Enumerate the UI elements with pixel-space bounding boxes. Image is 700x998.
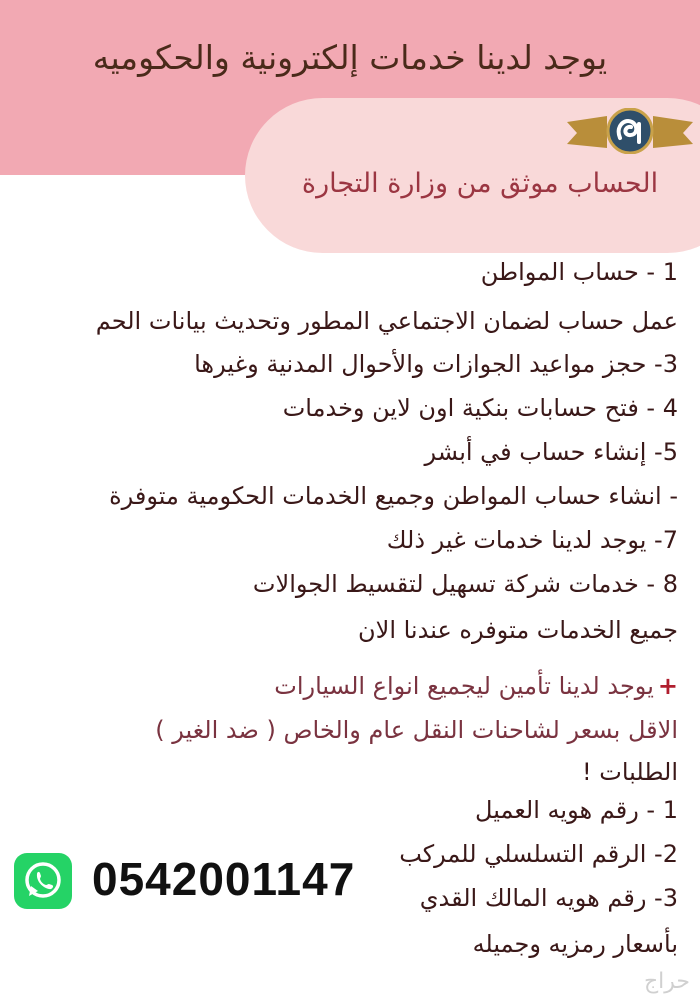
header-title: يوجد لدينا خدمات إلكترونية والحكوميه (92, 38, 608, 77)
requirements-title: الطلبات ! (581, 758, 678, 786)
service-line-5: 5- إنشاء حساب في أبشر (424, 438, 678, 466)
requirement-2: 2- الرقم التسلسلي للمركب (399, 840, 678, 868)
insurance-line-1 (274, 672, 678, 700)
verified-ribbon-icon (565, 108, 695, 154)
site-watermark: حراج (643, 969, 690, 994)
service-line-7: 7- يوجد لدينا خدمات غير ذلك (386, 526, 678, 554)
service-line-8: 8 - خدمات شركة تسهيل لتقسيط الجوالات (252, 570, 678, 598)
requirement-1: 1 - رقم هويه العميل (475, 796, 678, 824)
service-line-9: جميع الخدمات متوفره عندنا الان (358, 616, 678, 644)
requirement-3: 3- رقم هويه المالك القدي (419, 884, 678, 912)
verified-badge-text: الحساب موثق من وزارة التجارة (301, 168, 659, 199)
phone-number[interactable]: 0542001147 (92, 853, 356, 905)
service-line-1: 1 - حساب المواطن (480, 258, 678, 286)
whatsapp-icon[interactable] (14, 853, 72, 909)
insurance-line-2: الاقل بسعر لشاحنات النقل عام والخاص ( ضد الغير ) (155, 716, 678, 744)
service-line-3: 3- حجز مواعيد الجوازات والأحوال المدنية وغيرها (194, 350, 678, 378)
service-line-4: 4 - فتح حسابات بنكية اون لاين وخدمات (282, 394, 678, 422)
plus-mark: + (657, 672, 678, 700)
requirements-footer: بأسعار رمزيه وجميله (472, 930, 678, 958)
insurance-text: يوجد لدينا تأمين ليجميع انواع السيارات (274, 672, 654, 700)
service-line-2: عمل حساب لضمان الاجتماعي المطور وتحديث بيانات الحم (95, 307, 678, 335)
service-line-6: - انشاء حساب المواطن وجميع الخدمات الحكومية متوفرة (109, 482, 678, 510)
